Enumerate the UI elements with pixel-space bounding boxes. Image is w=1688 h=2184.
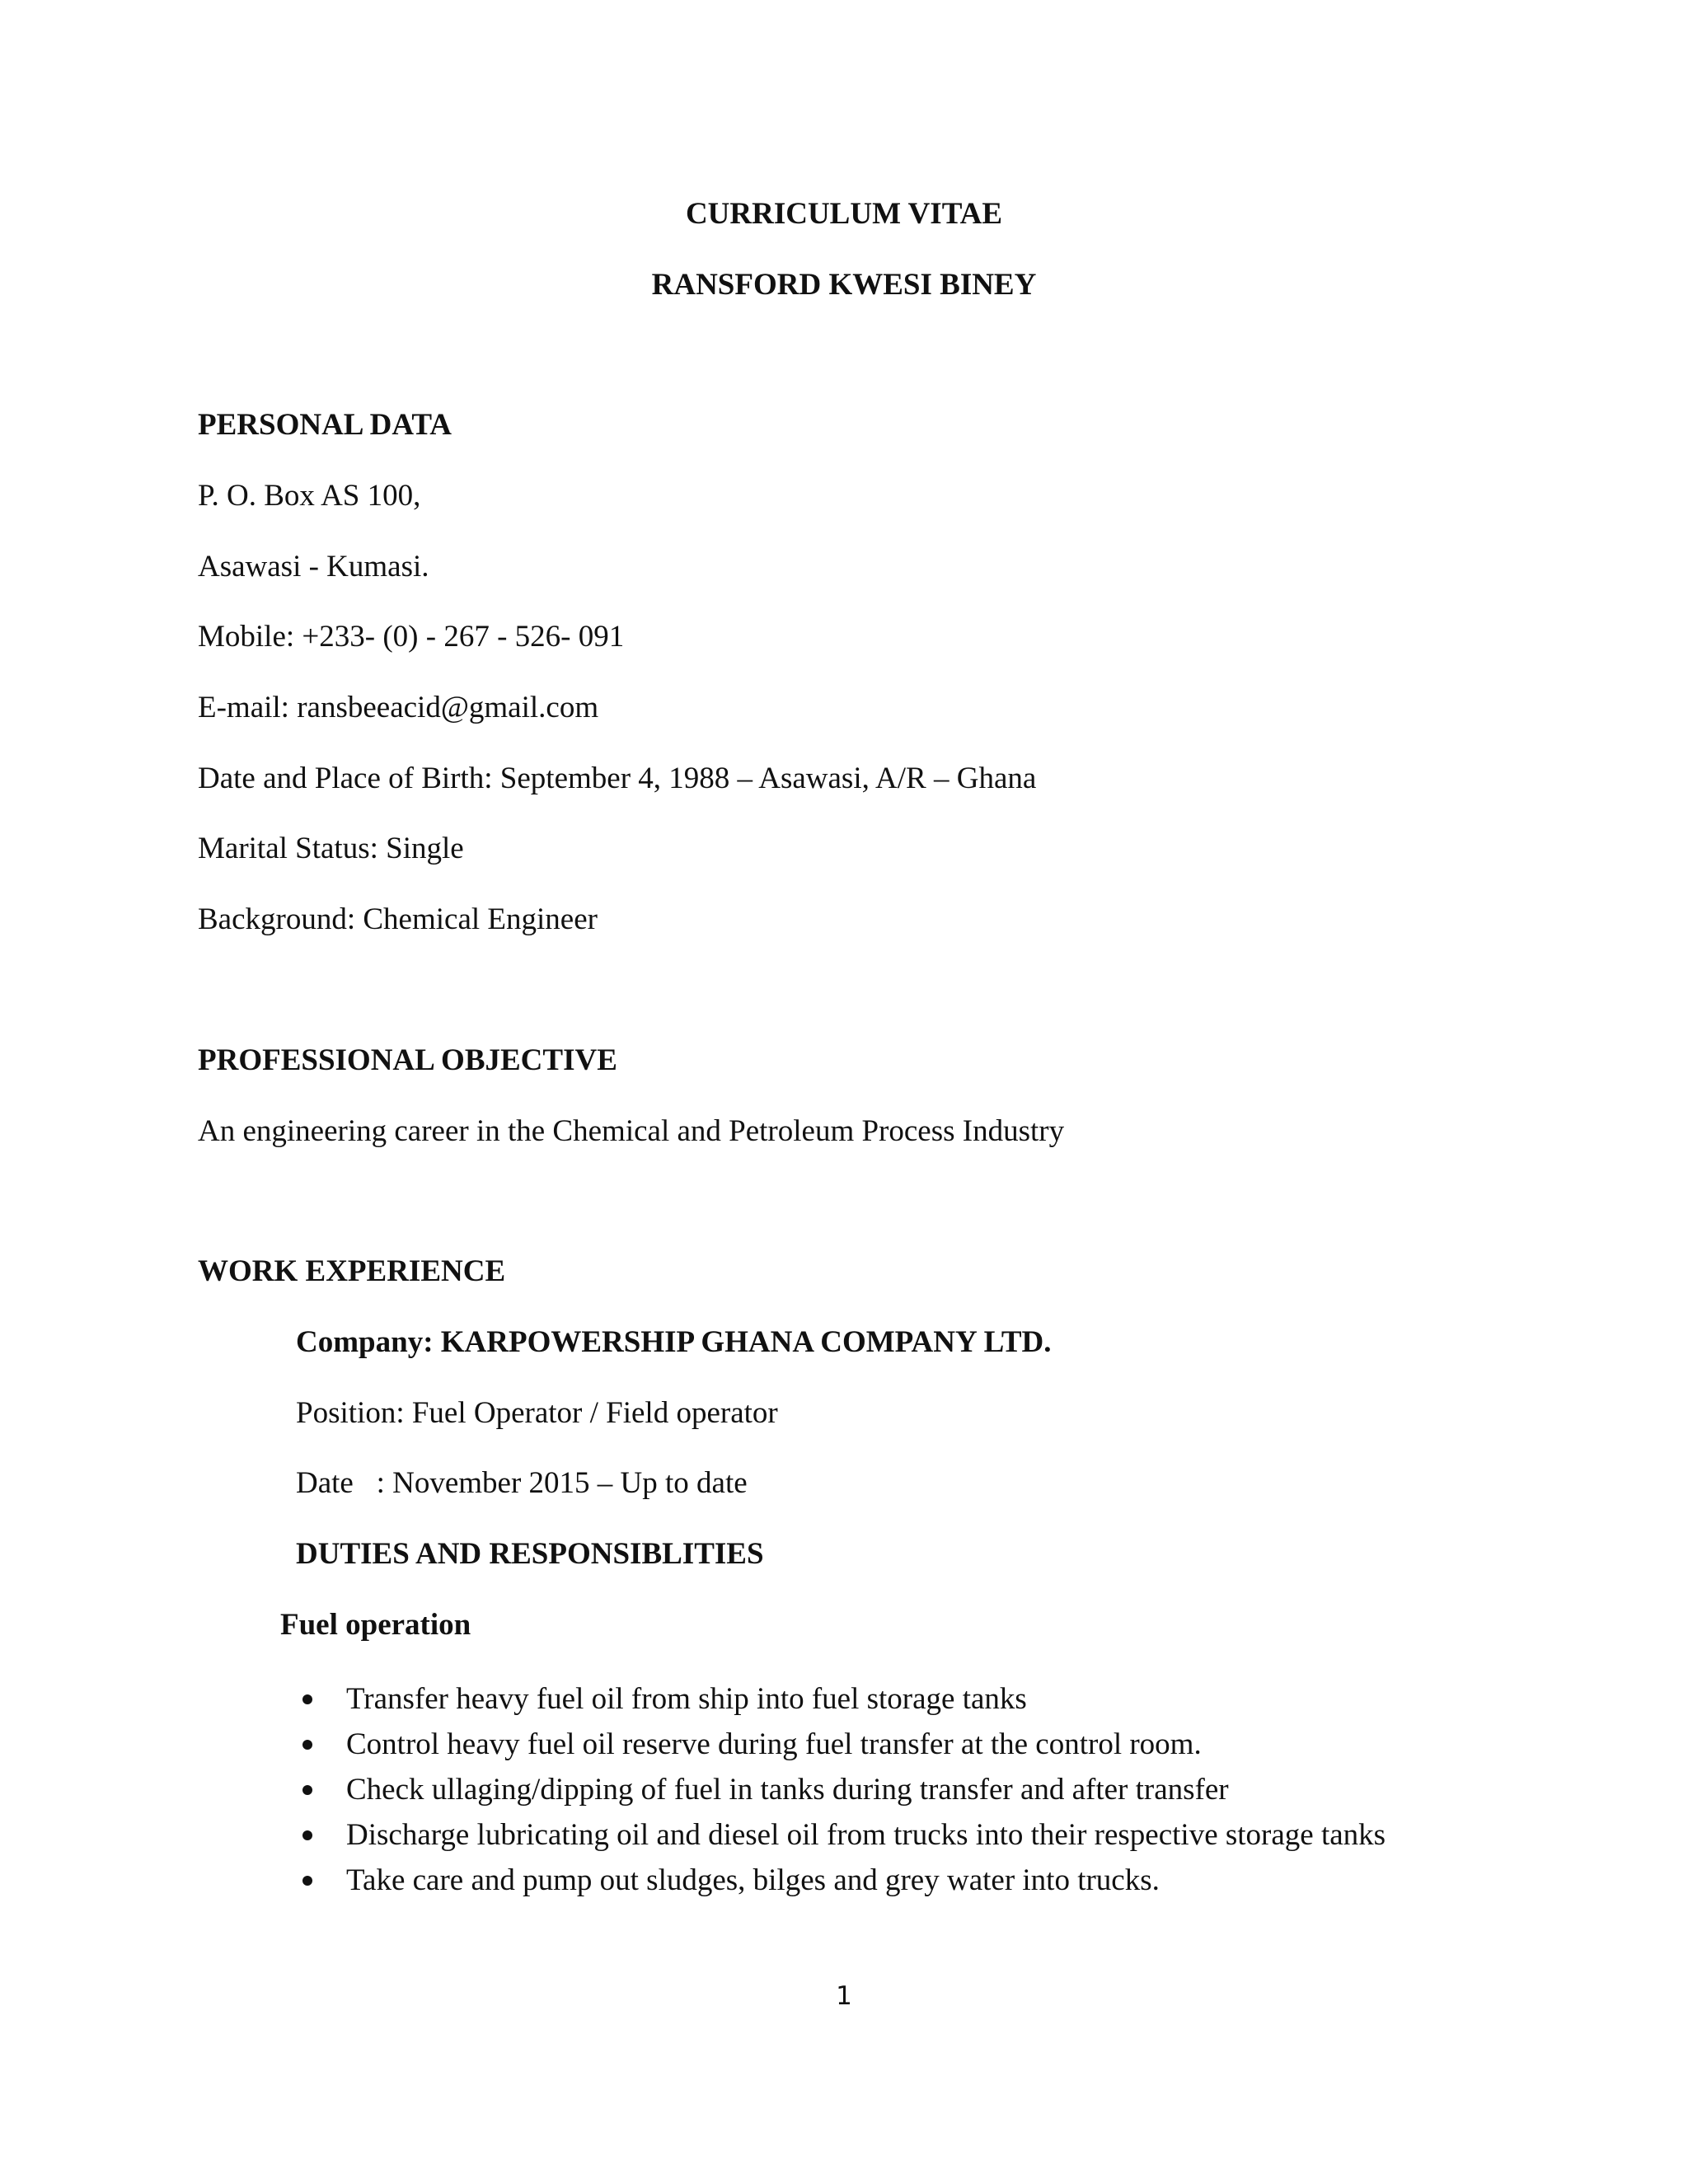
list-item: Check ullaging/dipping of fuel in tanks during transfer and after transfer [346, 1767, 1475, 1812]
bullet-icon [302, 1694, 312, 1704]
birth-details: Date and Place of Birth: September 4, 1988 – Asawasi, A/R – Ghana [198, 762, 1037, 795]
company-name: Company: KARPOWERSHIP GHANA COMPANY LTD. [296, 1325, 1052, 1359]
candidate-name: RANSFORD KWESI BINEY [651, 268, 1037, 302]
fuel-operation-heading: Fuel operation [280, 1608, 471, 1642]
professional-objective-text: An engineering career in the Chemical and Petroleum Process Industry [198, 1114, 1065, 1148]
professional-objective-heading: PROFESSIONAL OBJECTIVE [198, 1043, 617, 1077]
list-item: Discharge lubricating oil and diesel oil from trucks into their respective storage tanks [346, 1812, 1475, 1858]
bullet-icon [302, 1740, 312, 1750]
employment-date: Date : November 2015 – Up to date [296, 1466, 748, 1500]
bullet-icon [302, 1785, 312, 1795]
work-experience-heading: WORK EXPERIENCE [198, 1254, 506, 1288]
list-item: Take care and pump out sludges, bilges and grey water into trucks. [346, 1858, 1475, 1903]
duties-list [346, 1676, 1475, 1903]
list-item: Control heavy fuel oil reserve during fuel transfer at the control room. [346, 1722, 1475, 1767]
bullet-icon [302, 1830, 312, 1840]
duties-heading: DUTIES AND RESPONSIBLITIES [296, 1537, 764, 1571]
bullet-icon [302, 1876, 312, 1886]
document-title: CURRICULUM VITAE [685, 197, 1003, 231]
background: Background: Chemical Engineer [198, 902, 598, 936]
address-line-1: P. O. Box AS 100, [198, 479, 421, 513]
position: Position: Fuel Operator / Field operator [296, 1396, 778, 1430]
email-address: E-mail: ransbeeacid@gmail.com [198, 691, 599, 724]
page-number: 1 [836, 1981, 852, 2011]
marital-status: Marital Status: Single [198, 832, 464, 865]
mobile-number: Mobile: +233- (0) - 267 - 526- 091 [198, 620, 625, 654]
list-item: Transfer heavy fuel oil from ship into fuel storage tanks [346, 1676, 1475, 1722]
address-line-2: Asawasi - Kumasi. [198, 550, 429, 583]
personal-data-heading: PERSONAL DATA [198, 408, 452, 442]
